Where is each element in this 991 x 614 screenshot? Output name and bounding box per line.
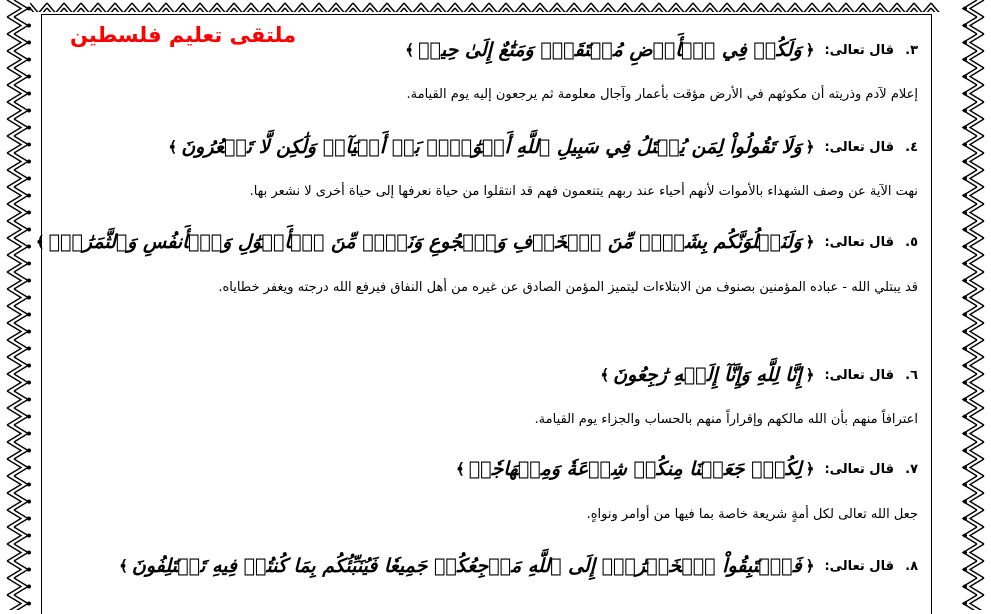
item-number: ٤. [905, 139, 918, 155]
site-logo-text: ملتقى تعليم فلسطين [70, 23, 297, 47]
item-number: ٨. [905, 558, 918, 574]
quran-verse [596, 364, 818, 386]
verse-heading-3 [70, 32, 918, 68]
ornament-close-icon: ﴾ [405, 41, 415, 59]
verse-explanation: اعترافاً منهم بأن الله مالكهم وإقراراً منهم بالحساب والجزاء يوم القيامة. [534, 412, 918, 427]
item-number: ٧. [905, 461, 918, 477]
verse-explanation: نهت الآية عن وصف الشهداء بالأموات لأنهم أحياء عند ربهم يتنعمون فهم قد انتقلوا من حياة نعرفها إلى حياة أخرى لا نشعر بها. [249, 184, 918, 199]
ornament-close-icon: ﴾ [600, 366, 610, 384]
ornament-open-icon: ﴿ [805, 233, 815, 251]
verse-text: وَلَا تَقُولُواْ لِمَن يُقۡتَلُ فِي سَبِيلِ ٱللَّهِ أَمۡوَٰتُۢۚ بَلۡ أَحۡيَآءٞ وَلَٰكِن لَّا تَشۡعُرُونَ [181, 136, 802, 158]
item-number: ٦. [905, 367, 918, 383]
quran-verse [115, 555, 818, 577]
verse-heading-4 [70, 129, 918, 165]
verse-heading-8 [70, 548, 918, 584]
said-label: قال تعالى: [824, 139, 894, 155]
said-label: قال تعالى: [824, 367, 894, 383]
ornament-open-icon: ﴿ [805, 41, 815, 59]
quran-verse [401, 39, 818, 61]
verse-text: لِكُلّٖ جَعَلۡنَا مِنكُمۡ شِرۡعَةٗ وَمِنۡهَاجٗاۚ [468, 458, 802, 480]
inner-border-line-left [41, 14, 42, 614]
inner-border-line-right [931, 14, 932, 614]
said-label: قال تعالى: [824, 558, 894, 574]
ornament-close-icon: ﴾ [168, 138, 178, 156]
verse-explanation: قد يبتلي الله - عباده المؤمنين بصنوف من الابتلاءات ليتميز المؤمن الصادق عن غيره من أهل النفاق فيرفع الله درجته ويغفر خطاياه. [218, 280, 918, 295]
ornament-open-icon: ﴿ [805, 366, 815, 384]
quran-verse [164, 136, 818, 158]
verse-text: وَلَنَبۡلُوَنَّكُم بِشَيۡءٖ مِّنَ ٱلۡخَوۡفِ وَٱلۡجُوعِ وَنَقۡصٖ مِّنَ ٱلۡأَمۡوَٰلِ وَٱلۡأَنفُسِ وَٱلثَّمَرَٰتِۗ [48, 231, 802, 253]
left-border-ornament [3, 0, 33, 610]
ornament-close-icon: ﴾ [35, 233, 45, 251]
verse-text: فَٱسۡتَبِقُواْ ٱلۡخَيۡرَٰتِۚ إِلَى ٱللَّهِ مَرۡجِعُكُمۡ جَمِيعٗا فَيُنَبِّئُكُم بِمَا كُنتُمۡ فِيهِ تَخۡتَلِفُونَ [131, 555, 802, 577]
said-label: قال تعالى: [824, 42, 894, 58]
verse-explanation: جعل الله تعالى لكل أمةٍ شريعة خاصة بما فيها من أوامر ونواهٍ. [586, 507, 918, 522]
document-body [35, 0, 918, 610]
verse-text: وَلَكُمۡ فِي ٱلۡأَرۡضِ مُسۡتَقَرّٞ وَمَتَٰعٌ إِلَىٰ حِينٖ [418, 39, 802, 61]
quran-verse [32, 231, 819, 253]
ornament-close-icon: ﴾ [119, 557, 128, 575]
ornament-open-icon: ﴿ [805, 557, 815, 575]
verse-heading-6 [70, 357, 918, 393]
verse-heading-7 [70, 451, 918, 487]
quran-verse [452, 458, 818, 480]
right-border-ornament [937, 0, 991, 610]
ornament-open-icon: ﴿ [805, 460, 815, 478]
ornament-close-icon: ﴾ [455, 460, 465, 478]
item-number: ٥. [905, 234, 918, 250]
said-label: قال تعالى: [824, 461, 894, 477]
verse-explanation: إعلام لآدم وذريته أن مكوثهم في الأرض مؤقت بأعمار وآجال معلومة ثم يرجعون إليه يوم القيامة. [406, 87, 918, 102]
ornament-open-icon: ﴿ [805, 138, 815, 156]
said-label: قال تعالى: [824, 234, 894, 250]
verse-heading-5 [35, 224, 918, 260]
verse-text: إِنَّا لِلَّهِ وَإِنَّآ إِلَيۡهِ رَٰجِعُونَ [613, 364, 802, 386]
item-number: ٣. [905, 42, 918, 58]
